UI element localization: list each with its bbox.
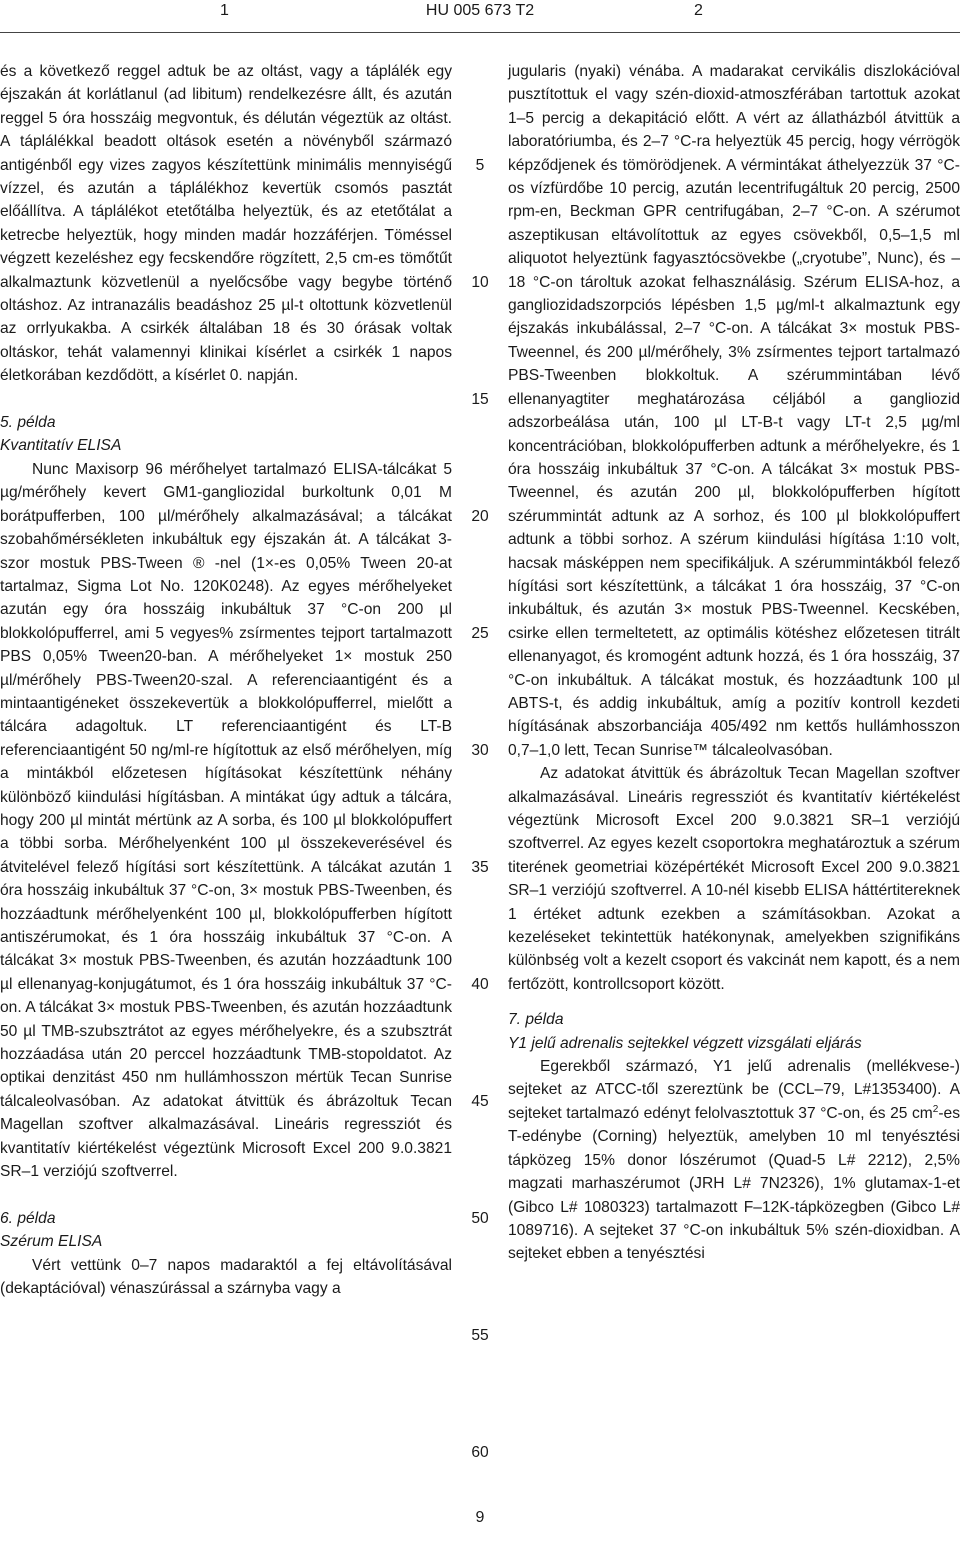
line-number: 35	[471, 859, 489, 876]
example-title: Szérum ELISA	[0, 1233, 103, 1251]
example-number: 5. példa	[0, 414, 56, 432]
paragraph: Az adatokat átvittük és ábrázoltuk Tecan Magellan szoftver alkalmazásával. Lineáris regressziót és kvantitatív kiértékelést végeztünk Microsoft Excel 200 9.0.3821 SR–1 verziójú szoftverrel. Az egyes kezelt csoportokra meghatároztuk a szérum titerének geometriai középértékét Microsoft Excel 200 9.0.3821 SR–1 verziójú szoftverrel. A 10-nél kisebb ELISA háttértitereknek 1 értéket adtunk ezekben a számításokban. Azokat a kezeléseket tekintettük hatékonynak, amelyekben szignifikáns különbség volt a kezelt csoport és vakcinát nem kapott, és a nem fertőzött, kontrollcsoport között.	[508, 765, 960, 993]
paragraph-text: -es T-edénybe (Corning) helyeztük, amelyben 10 ml tenyésztési tápközeg 15% donor lószérumot (Quad-5 L# 2212), 2,5% magzati marhaszérumot (JRH L# 7N2326), 1% glutamax-1-et (Gibco L# 1080323) tartalmazott F–12K-tápközegben (Gibco L# 1089716). A sejteket 37 °C-on inkubáltuk 5% szén-dioxidban. A sejteket ebben a tenyésztési	[508, 1104, 960, 1263]
line-number: 15	[471, 391, 489, 408]
example-title: Kvantitatív ELISA	[0, 437, 122, 455]
line-numbers	[460, 60, 500, 1480]
paragraph: Vért vettünk 0–7 napos madaraktól a fej eltávolításával (dekaptációval) vénaszúrással a szárnyba vagy a	[0, 1256, 452, 1298]
line-number: 45	[471, 1093, 489, 1110]
line-number: 20	[471, 508, 489, 525]
line-number: 50	[471, 1210, 489, 1227]
line-number: 30	[471, 742, 489, 759]
line-number: 10	[471, 274, 489, 291]
paragraph: jugularis (nyaki) vénába. A madarakat cervikális diszlokációval pusztítottuk el vagy szén-dioxid-atmoszférában tartottuk azokat 1–5 percig a dekapitáció előtt. A vért az állatházból átvittük a laboratóriumba, és 2–7 °C-ra helyeztük 45 percig, hogy vérrögök képződjenek és tömörödjenek. A vérmintákat áthelyezzük 37 °C-os vízfürdőbe 10 percig, azután lecentrifugáltuk 20 percig, 2500 rpm-en, Beckman GPR centrifugában, 2–7 °C-on. A szérumot aszeptikusan eltávolítottuk az egyes csövekből, 0,5–1,5 ml aliquotot helyeztünk fagyasztócsövekbe („cryotube”, Nunc), és –18 °C-on tároltuk azokat felhasználásig. Szérum ELISA-hoz, a gangliozidadszorpciós lépésben 1,5 µg/ml-t alkalmaztunk egy éjszakás inkubálással, 2–7 °C-on. A tálcákat 3× mostuk PBS-Tweennel, és 200 µl/mérőhely, 3% zsírmentes tejport tartalmazó PBS-Tweenben blokkoltuk. A szérummintában lévő ellenanyagtiter meghatározása céljából a gangliozid adszorbeálása után, 100 µl LT-B-t vagy LT-t 2,5 µg/ml koncentrációban, blokkolópufferben adtunk a mérőhelyekre, és 1 óra hosszáig inkubáltuk 37 °C-on. A tálcákat 3× mostuk PBS-Tweennel, és azután 200 µl, blokkolópufferben hígított szérummintát adtunk az A sorhoz, és 100 µl blokkolópuffert adtunk a többi sorhoz. A szérum kiindulási hígítása 1:10 volt, hacsak másképpen nem specifikáljuk. A szérummintákból felező hígítási sort készítettünk, a tálcákat 1 óra hosszáig, 37 °C-on inkubáltuk, és azután 3× mostuk PBS-Tweennel. Kecskében, csirke ellen termeltetett, az optimális kötéshez előzetesen titrált ellenanyagot, és kromogént adtunk hozzá, és 1 óra hosszáig, 37 °C-on inkubáltuk. A tálcákat mostuk, és hozzáadtunk 100 µl ABTS-t, és addig inkubáltuk, amíg a pozitív kontroll kezdeti hígításának abszorbanciája 405/492 nm kettős hullámhosszon 0,7–1,0 lett, Tecan Sunrise™ tálcaleolvasóban.	[508, 63, 960, 759]
example-number: 7. példa	[508, 1011, 564, 1029]
paragraph: Nunc Maxisorp 96 mérőhelyet tartalmazó ELISA-tálcákat 5 µg/mérőhely kevert GM1-gangliozidal burkoltunk 0,01 M borátpufferben, 100 µl/mérőhely alkalmazásával; a tálcákat szobahőmérsékleten inkubáltuk egy éjszakán át. A tálcákat 3-szor mostuk PBS-Tween ® -nel (1×-es 0,05% Tween 20-at tartalmaz, Sigma Lot No. 120K0248). Az egyes mérőhelyeket azután egy óra hosszáig inkubáltuk 37 °C-on 200 µl blokkolópufferrel, ami 5 vegyes% zsírmentes tejport tartalmazott PBS 0,05% Tween20-ban. A mérőhelyeket 1× mostuk 250 µl/mérőhely PBS-Tween20-szal. A referenciaantigént és a mintaantigéneket összekevertük a blokkolópufferrel, mielőtt a tálcára adagoltuk. LT referenciaantigént és LT-B referenciaantigént 50 ng/ml-re hígítottuk az első mérőhelyen, míg a mintákból előzetesen hígításokat készítettünk néhány különböző kiindulási hígításban. A mintákat úgy adtuk a tálcára, hogy 200 µl mintát mértünk az A sorba, és 100 µl blokkolópuffert a többi sorba. Mérőhelyenként 100 µl összekeverésével és átvitelével felező hígítási sort készítettünk. A tálcákat azután 1 óra hosszáig inkubáltuk 37 °C-on, 3× mostuk PBS-Tweenben, és hozzáadtunk mérőhelyenként 100 µl, blokkolópufferben hígított antiszérumokat, és 1 óra hosszáig inkubáltuk 37 °C-on. A tálcákat 3× mostuk PBS-Tweenben, és azután hozzáadtunk 100 µl ellenanyag-konjugátumot, és 1 óra hosszáig inkubáltuk 37 °C-on. A tálcákat 3× mostuk PBS-Tweenben, és azután hozzáadtunk 50 µl TMB-szubsztrátot az egyes mérőhelyekre, és a szubsztrát hozzáadása után 20 perccel hozzáadtunk TMB-stopoldatot. Az optikai denzitást 450 nm hullámhosszon mértük Tecan Sunrise tálcaleolvasóban. Az adatokat átvittük és ábrázoltuk Tecan Magellan szoftver alkalmazásával. Lineáris regressziót és kvantitatív kiértékelést végeztünk Microsoft Excel 200 9.0.3821 SR–1 verziójú szoftverrel.	[0, 460, 452, 1181]
header-rule	[0, 32, 960, 33]
page-footer-number: 9	[475, 1509, 485, 1526]
line-number: 40	[471, 976, 489, 993]
page-number-right: 2	[694, 2, 703, 19]
right-column	[508, 60, 960, 1266]
example-number: 6. példa	[0, 1209, 56, 1227]
paragraph	[508, 1055, 960, 1266]
patent-number: HU 005 673 T2	[425, 2, 535, 19]
page-header	[0, 0, 960, 28]
paragraph-text: Egerekből származó, Y1 jelű adrenalis (mellékvese-) sejteket az ATCC-től szereztünk be (CCL–79, L#1353400). A sejteket tartalmazó edényt felolvasztottuk 37 °C-on, és 25 cm	[508, 1058, 960, 1122]
page-number-left: 1	[220, 2, 229, 19]
line-number: 5	[475, 157, 485, 174]
line-number: 60	[471, 1444, 489, 1461]
line-number: 55	[471, 1327, 489, 1344]
left-column	[0, 60, 452, 1301]
line-number: 25	[471, 625, 489, 642]
superscript: 2	[932, 1103, 939, 1115]
paragraph: és a következő reggel adtuk be az oltást, vagy a táplálék egy éjszakán át korlátlanul (ad libitum) rendelkezésre állt, és azután reggel 5 óra hosszáig megvontuk, és délután végeztük az oltást. A táplálékkal beadott oltások esetén a növényből származó antigénből egy vizes zagyos készítettünk minimális mennyiségű vízzel, és azután a táplálékhoz kevertük csomós pasztát előállítva. A táplálékot etetőtálba helyeztük, és az etetőtálat a ketrecbe helyeztük, hogy minden madár hozzáférjen. Töméssel végzett kezeléshez egy fecskendőre rögzített, 2,5 cm-es tömőtűt alkalmaztunk közvetlenül a nyelőcsőbe vagy begybe történő oltáshoz. Az intranazális beadáshoz 25 µl-t oltottunk közvetlenül az orrlyukakba. A csirkék általában 18 és 30 órásak voltak oltáskor, tehát valamennyi klinikai kísérlet a csirkék 1 napos életkorában kezdődött, a kísérlet 0. napján.	[0, 63, 452, 385]
example-title: Y1 jelű adrenalis sejtekkel végzett vizsgálati eljárás	[508, 1034, 862, 1052]
